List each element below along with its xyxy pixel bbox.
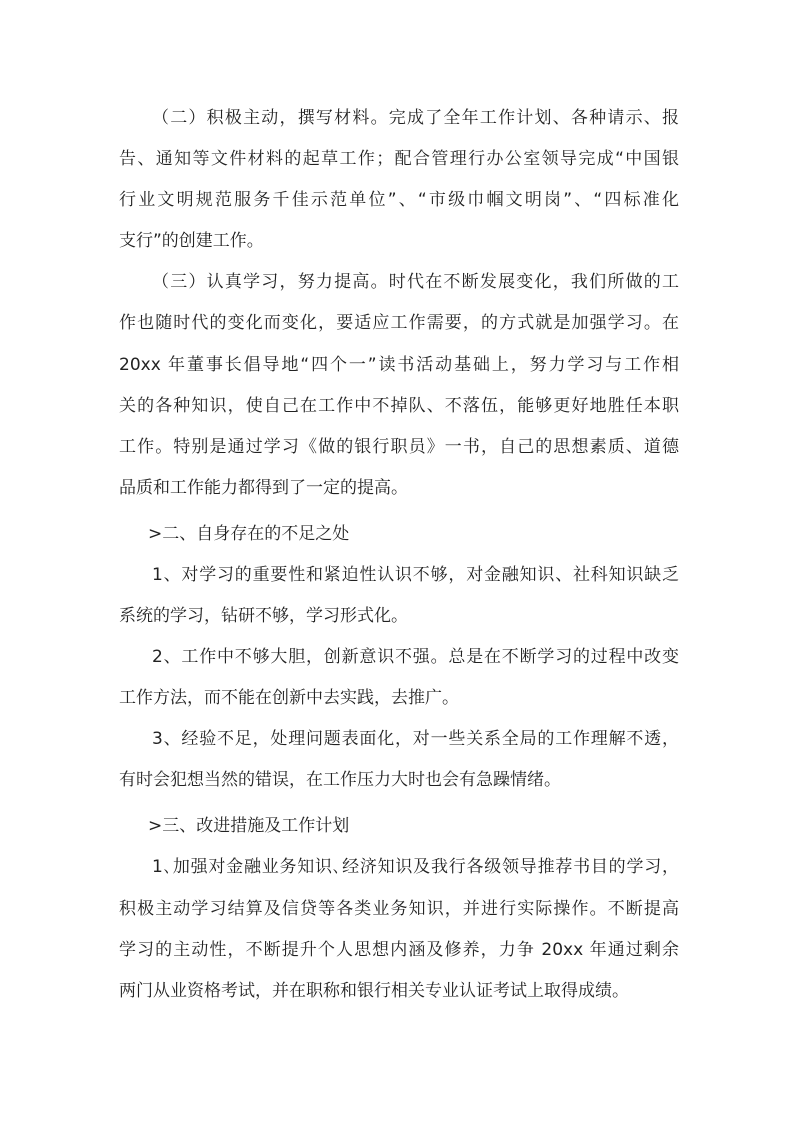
paragraph-2-line-2: 告、通知等文件材料的起草工作；配合管理行办公室领导完成“中国银 xyxy=(119,149,679,169)
improvement-1-line-4: 两门从业资格考试，并在职称和银行相关专业认证考试上取得成绩。 xyxy=(119,981,629,1001)
section-heading-improvements: >三、改进措施及工作计划 xyxy=(148,816,350,836)
shortcoming-2-line-1: 2、工作中不够大胆，创新意识不强。总是在不断学习的过程中改变 xyxy=(152,647,679,667)
paragraph-3-line-1: （三）认真学习，努力提高。时代在不断发展变化，我们所做的工 xyxy=(152,272,679,292)
shortcoming-3-line-1: 3、经验不足，处理问题表面化，对一些关系全局的工作理解不透， xyxy=(152,729,679,749)
paragraph-3-line-5: 工作。特别是通过学习《做的银行职员》一书，自己的思想素质、道德 xyxy=(119,437,679,457)
shortcoming-2-line-2: 工作方法，而不能在创新中去实践，去推广。 xyxy=(119,688,459,708)
paragraph-3-line-4: 关的各种知识，使自己在工作中不掉队、不落伍，能够更好地胜任本职 xyxy=(119,396,679,416)
paragraph-2-line-1: （二）积极主动，撰写材料。完成了全年工作计划、各种请示、报 xyxy=(152,108,679,128)
paragraph-3-line-3: 20xx 年董事长倡导地“四个一”读书活动基础上，努力学习与工作相 xyxy=(119,355,679,375)
shortcoming-1-line-2: 系统的学习，钻研不够，学习形式化。 xyxy=(119,606,408,626)
paragraph-2-line-4: 支行”的创建工作。 xyxy=(119,231,264,251)
shortcoming-3-line-2: 有时会犯想当然的错误，在工作压力大时也会有急躁情绪。 xyxy=(119,770,561,790)
improvement-1-line-3: 学习的主动性，不断提升个人思想内涵及修养，力争 20xx 年通过剩余 xyxy=(119,940,679,960)
paragraph-2-line-3: 行业文明规范服务千佳示范单位”、“市级巾帼文明岗”、“四标准化 xyxy=(119,190,679,210)
improvement-1-line-2: 积极主动学习结算及信贷等各类业务知识，并进行实际操作。不断提高 xyxy=(119,899,679,919)
paragraph-3-line-2: 作也随时代的变化而变化，要适应工作需要，的方式就是加强学习。在 xyxy=(119,313,679,333)
paragraph-3-line-6: 品质和工作能力都得到了一定的提高。 xyxy=(119,478,408,498)
shortcoming-1-line-1: 1、对学习的重要性和紧迫性认识不够，对金融知识、社科知识缺乏 xyxy=(152,565,679,585)
section-heading-shortcomings: >二、自身存在的不足之处 xyxy=(148,524,350,544)
improvement-1-line-1: 1､加强对金融业务知识､经济知识及我行各级领导推荐书目的学习， xyxy=(152,857,679,877)
